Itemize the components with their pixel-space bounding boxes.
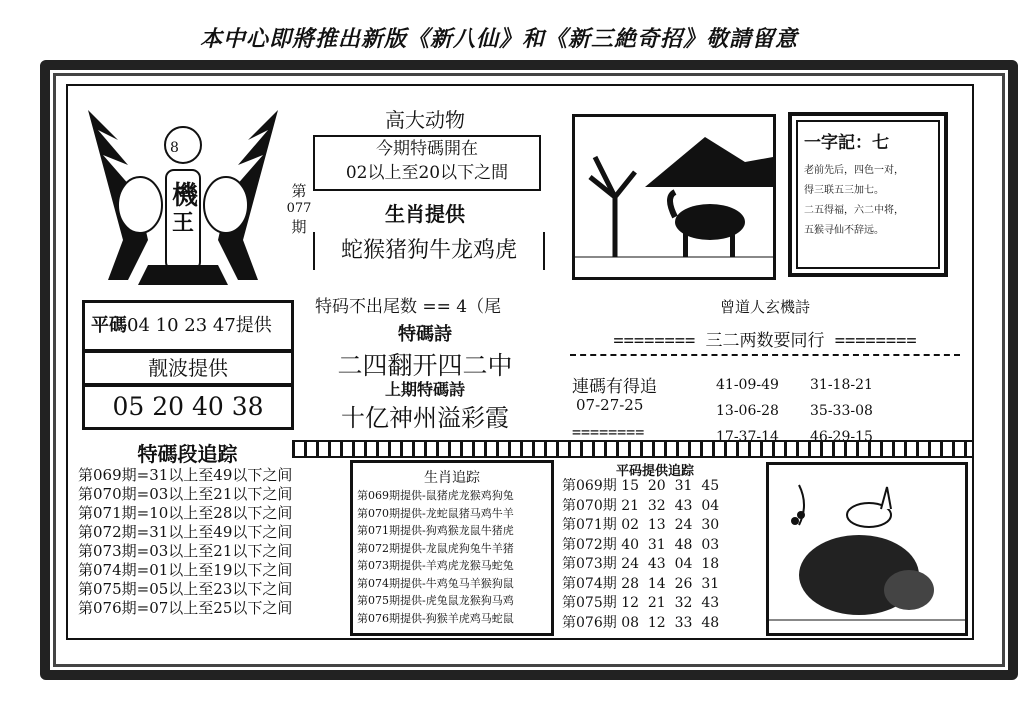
flat-track-row [562,536,762,556]
wave-values-box: 05 20 40 38 [82,384,294,430]
zodiac-track-title: 生肖追踪 [424,470,480,486]
logo-char-2: 王 [172,210,195,236]
camel-picture [572,114,776,280]
flat-track-list [562,477,762,633]
not-tail: 特码不出尾数 == 4（尾 [315,297,502,317]
machine-poem-sub: 07-27-25 [576,396,644,414]
zodiac-track-row: 第075期提供-虎兔鼠龙猴狗马鸡 [357,594,514,607]
machine-poem-num: 13-06-28 [716,403,779,419]
machine-poem-col1 [716,372,779,450]
logo-char-1: 機 [172,181,199,211]
tracking-row: 第071期=10以上至28以下之间 [78,504,293,522]
one-word-line: 二五得福，六二中将， [804,205,904,216]
zodiac-track-row: 第070期提供-龙蛇鼠猪马鸡牛羊 [357,506,514,520]
special-range-line2: 02以上至20以下之間 [345,163,509,183]
poem-text: 二四翻开四二中 [337,351,513,380]
zodiac-title: 生肖提供 [385,202,465,226]
machine-poem-num: 17-37-14 [716,429,779,445]
issue-top: 第 [291,182,307,200]
flat-track-period: 第073期 [562,556,617,572]
tracking-title: 特碼段追踪 [137,442,238,466]
flat-track-period: 第076期 [562,614,617,631]
flat-track-nums: 02 13 24 30 [621,517,720,533]
flat-track-period: 第072期 [562,536,617,553]
one-word-title: 一字記：七 [804,133,889,153]
flat-track-row [562,594,762,614]
tracking-row: 第075期=05以上至23以下之间 [78,580,293,598]
issue-bottom: 期 [291,218,307,236]
flat-track-nums: 21 32 43 04 [621,497,720,514]
poem-title: 特碼詩 [398,324,452,345]
machine-poem-num: 41-09-49 [716,377,779,393]
zodiac-track-list [353,487,551,627]
animal-title: 高大动物 [385,108,465,132]
tracking-row: 第072期=31以上至49以下之间 [78,523,293,541]
flat-track-row [562,516,762,536]
one-word-lines [804,161,932,241]
tracking-row: 第073期=03以上至21以下之间 [78,542,293,560]
rabbit-picture [766,462,968,636]
machine-poem-label: 連碼有得追 [572,377,657,397]
machine-poem-num: 31-18-21 [810,377,873,393]
special-range-box [313,135,541,191]
tracking-list [78,466,308,618]
flat-track-row [562,477,762,497]
flat-track-row [562,575,762,595]
machine-poem-line: ======== 三二两数要同行 ======== [613,331,917,351]
flat-track-period: 第069期 [562,478,617,494]
one-word-line: 五猴寻仙不辞远。 [804,225,884,236]
flat-track-row [562,555,762,575]
flat-track-nums: 08 12 33 48 [621,614,720,631]
flat-track-period: 第075期 [562,595,617,611]
issue-num: 077 [286,201,312,216]
tracking-row: 第076期=07以上至25以下之间 [78,599,293,617]
machine-poem-col2 [810,372,873,450]
zodiac-track-row: 第072期提供-龙鼠虎狗兔牛羊猪 [357,541,514,555]
one-word-line: 得三联五三加七。 [804,185,884,196]
machine-poem-title: 曾道人玄機詩 [719,298,810,316]
zodiac-track-row: 第076期提供-狗猴羊虎鸡马蛇鼠 [357,611,514,625]
one-word-line: 老前先后，四色一对， [804,165,904,176]
logo-number: 8 [170,140,179,156]
flat-track-period: 第070期 [562,497,617,514]
flat-track-period: 第074期 [562,575,617,592]
last-poem-title: 上期特碼詩 [384,380,465,399]
special-range-line1: 今期特碼開在 [376,139,478,159]
flat-track-title: 平码提供追踪 [615,464,694,479]
flat-track-nums: 15 20 31 45 [621,478,720,494]
flat-track-nums: 40 31 48 03 [621,536,720,553]
zodiac-values: 蛇猴猪狗牛龙鸡虎 [313,232,545,270]
one-word-box [788,112,948,277]
machine-poem-num: 46-29-15 [810,429,873,445]
machine-poem-dashes: ======== [572,423,645,441]
zodiac-track-row: 第071期提供-狗鸡猴龙鼠牛猪虎 [357,524,514,537]
issue-number [285,182,313,236]
tracking-row: 第074期=01以上至19以下之间 [78,561,293,579]
last-poem-text: 十亿神州溢彩霞 [341,404,509,432]
flat-code-values: 04 10 23 47提供 [127,315,272,336]
zodiac-track-box [350,460,554,636]
tracking-row: 第070期=03以上至21以下之间 [78,485,293,503]
zodiac-track-row: 第073期提供-羊鸡虎龙猴马蛇兔 [357,559,514,572]
machine-poem-num: 35-33-08 [810,403,873,419]
flat-track-row [562,614,762,634]
flat-track-row [562,497,762,517]
flat-track-nums: 12 21 32 43 [621,595,720,611]
flat-track-nums: 28 14 26 31 [621,575,720,592]
flat-track-period: 第071期 [562,517,617,533]
zodiac-track-row: 第074期提供-牛鸡兔马羊猴狗鼠 [357,576,514,590]
banner-notice: 本中心即將推出新版《新八仙》和《新三絶奇招》敬請留意 [200,26,799,52]
dash-divider [570,354,960,356]
flat-track-nums: 24 43 04 18 [621,556,720,572]
wave-title-box: 靓波提供 [82,350,294,386]
tracking-row: 第069期=31以上至49以下之间 [78,466,293,484]
flat-code-label: 平碼 [91,315,127,336]
flat-code-box [82,300,294,352]
zodiac-track-row: 第069期提供-鼠猪虎龙猴鸡狗兔 [357,489,514,502]
